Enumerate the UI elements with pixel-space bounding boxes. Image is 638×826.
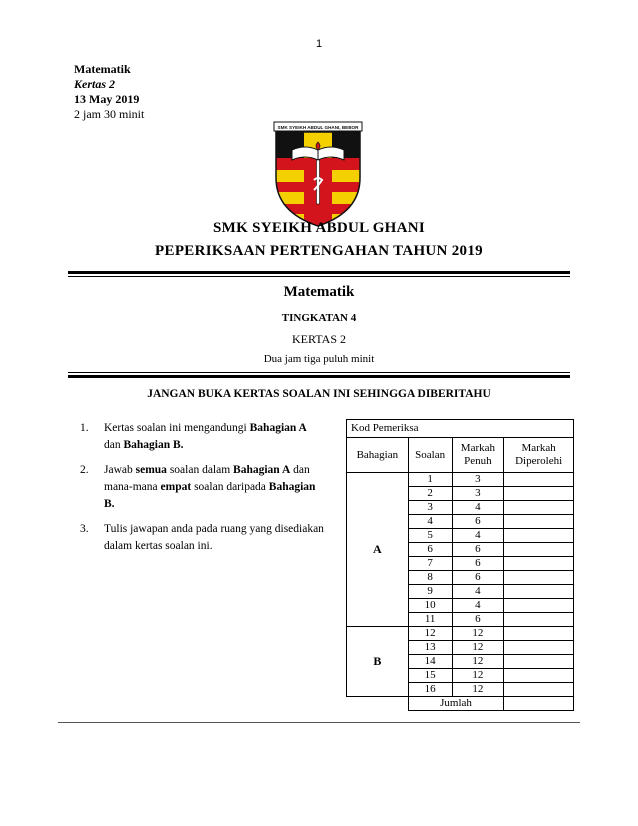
question-cell: 9 — [408, 585, 452, 599]
total-blank-cell — [347, 697, 409, 711]
full-marks-cell: 6 — [452, 613, 504, 627]
full-marks-cell: 12 — [452, 641, 504, 655]
marks-table-title: Kod Pemeriksa — [347, 420, 574, 438]
obtained-marks-cell[interactable] — [504, 599, 574, 613]
question-cell: 5 — [408, 529, 452, 543]
instruction-text: soalan daripada — [191, 481, 269, 493]
question-cell: 4 — [408, 515, 452, 529]
page-number: 1 — [315, 38, 323, 50]
instruction-text: Kertas soalan ini mengandungi — [104, 422, 250, 434]
instruction-item — [80, 521, 325, 555]
instruction-text: soalan dalam — [166, 464, 234, 476]
meta-date: 13 May 2019 — [74, 92, 140, 106]
instruction-bold: empat — [160, 481, 192, 493]
full-marks-cell: 6 — [452, 557, 504, 571]
question-cell: 3 — [408, 501, 452, 515]
obtained-marks-cell[interactable] — [504, 487, 574, 501]
question-cell: 6 — [408, 543, 452, 557]
instruction-number: 1. — [80, 422, 89, 434]
instruction-text: dan mana-mana — [104, 464, 310, 493]
marks-table — [346, 419, 574, 711]
school-crest-logo — [270, 120, 366, 230]
full-marks-cell: 6 — [452, 515, 504, 529]
instruction-bold: semua — [135, 464, 167, 476]
full-marks-cell: 3 — [452, 473, 504, 487]
svg-text:SMK SYEIKH ABDUL GHANI, BEBOR: SMK SYEIKH ABDUL GHANI, BEBOR — [277, 125, 359, 130]
header-rule-top-thin — [68, 276, 570, 277]
obtained-marks-cell[interactable] — [504, 473, 574, 487]
obtained-marks-cell[interactable] — [504, 515, 574, 529]
full-marks-cell: 12 — [452, 669, 504, 683]
bottom-rule — [58, 722, 580, 723]
obtained-marks-cell[interactable] — [504, 613, 574, 627]
full-marks-cell: 6 — [452, 571, 504, 585]
total-row — [347, 697, 574, 711]
instruction-item — [80, 420, 325, 454]
question-cell: 16 — [408, 683, 452, 697]
obtained-marks-cell[interactable] — [504, 683, 574, 697]
full-marks-cell: 12 — [452, 655, 504, 669]
full-marks-cell: 12 — [452, 627, 504, 641]
obtained-marks-cell[interactable] — [504, 655, 574, 669]
obtained-marks-cell[interactable] — [504, 501, 574, 515]
question-cell: 2 — [408, 487, 452, 501]
question-cell: 14 — [408, 655, 452, 669]
total-label: Jumlah — [408, 697, 504, 711]
instructions — [80, 420, 325, 563]
question-cell: 12 — [408, 627, 452, 641]
obtained-marks-cell[interactable] — [504, 557, 574, 571]
header-obtained-marks: Markah Diperolehi — [504, 438, 574, 473]
obtained-marks-cell[interactable] — [504, 529, 574, 543]
header-question: Soalan — [408, 438, 452, 473]
exam-meta — [74, 62, 144, 122]
question-cell: 13 — [408, 641, 452, 655]
header-rule-bottom — [68, 375, 570, 378]
question-cell: 15 — [408, 669, 452, 683]
table-row — [347, 473, 574, 487]
header-full-marks: Markah Penuh — [452, 438, 504, 473]
section-cell: A — [347, 473, 409, 627]
obtained-marks-cell[interactable] — [504, 641, 574, 655]
instruction-text: Jawab — [104, 464, 136, 476]
instruction-bold: Bahagian A — [249, 422, 307, 434]
header-rule-top — [68, 271, 570, 274]
meta-duration: 2 jam 30 minit — [74, 107, 145, 121]
school-name: SMK SYEIKH ABDUL GHANI — [212, 220, 426, 236]
question-cell: 7 — [408, 557, 452, 571]
instruction-bold: Bahagian A — [233, 464, 291, 476]
full-marks-cell: 4 — [452, 501, 504, 515]
section-cell: B — [347, 627, 409, 697]
instruction-number: 3. — [80, 523, 89, 535]
instruction-text: dan — [104, 439, 124, 451]
question-cell: 1 — [408, 473, 452, 487]
question-cell: 10 — [408, 599, 452, 613]
question-cell: 11 — [408, 613, 452, 627]
form-label: TINGKATAN 4 — [281, 312, 357, 324]
header-section: Bahagian — [347, 438, 409, 473]
paper-label: KERTAS 2 — [292, 332, 346, 346]
obtained-marks-cell[interactable] — [504, 543, 574, 557]
instruction-number: 2. — [80, 464, 89, 476]
instruction-item — [80, 462, 325, 513]
obtained-marks-cell[interactable] — [504, 627, 574, 641]
full-marks-cell: 3 — [452, 487, 504, 501]
duration-label: Dua jam tiga puluh minit — [263, 353, 375, 365]
obtained-marks-cell[interactable] — [504, 571, 574, 585]
instruction-bold: Bahagian B. — [104, 481, 316, 510]
obtained-marks-cell[interactable] — [504, 669, 574, 683]
full-marks-cell: 4 — [452, 599, 504, 613]
full-marks-cell: 4 — [452, 529, 504, 543]
table-row — [347, 627, 574, 641]
subject-title: Matematik — [283, 284, 355, 300]
instruction-bold: Bahagian B. — [123, 439, 184, 451]
warning-text: JANGAN BUKA KERTAS SOALAN INI SEHINGGA DIBERITAHU — [147, 388, 491, 400]
instruction-text: Tulis jawapan anda pada ruang yang disediakan dalam kertas soalan ini. — [104, 523, 324, 552]
full-marks-cell: 12 — [452, 683, 504, 697]
obtained-marks-cell[interactable] — [504, 585, 574, 599]
exam-title: PEPERIKSAAN PERTENGAHAN TAHUN 2019 — [155, 243, 483, 259]
question-cell: 8 — [408, 571, 452, 585]
full-marks-cell: 6 — [452, 543, 504, 557]
meta-paper: Kertas 2 — [74, 77, 116, 91]
meta-subject: Matematik — [74, 62, 131, 76]
header-rule-bottom-thin — [68, 372, 570, 373]
total-obtained-cell[interactable] — [504, 697, 574, 711]
full-marks-cell: 4 — [452, 585, 504, 599]
